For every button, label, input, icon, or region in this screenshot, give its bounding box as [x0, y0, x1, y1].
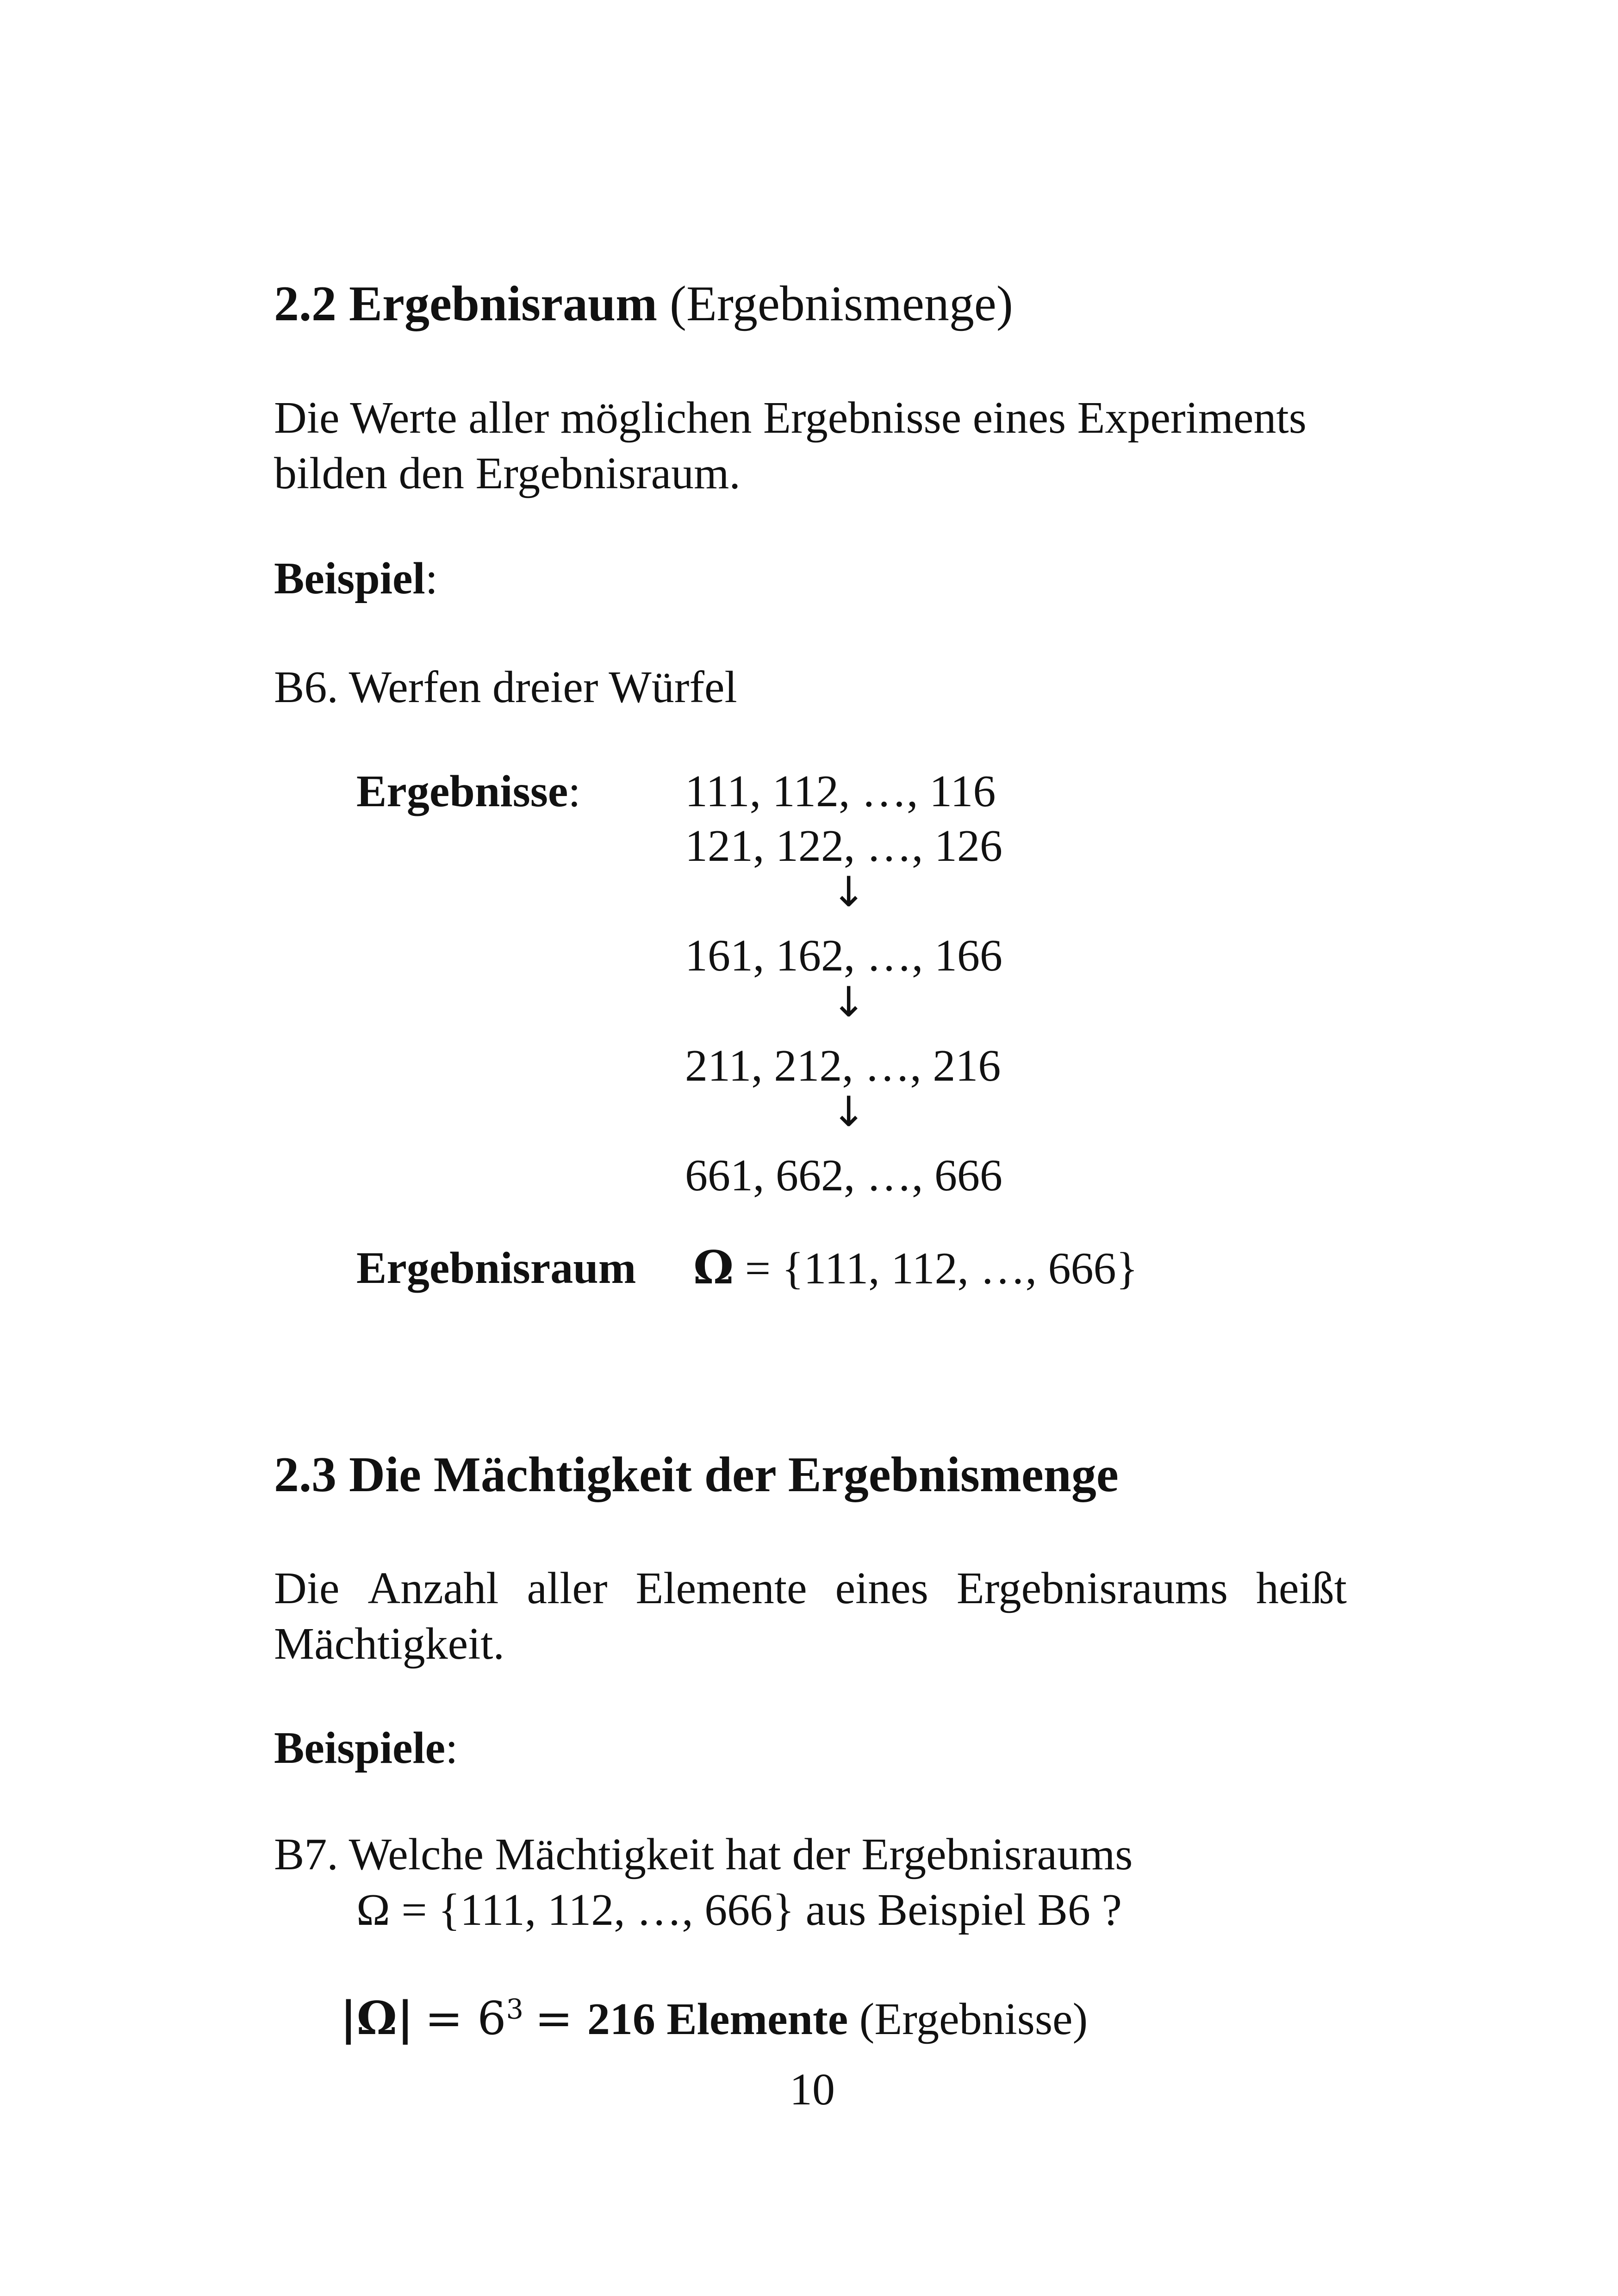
space-set: = {111, 112, …, 666}: [745, 1244, 1138, 1294]
section-2-2-heading: [274, 275, 1013, 333]
formula-exponent: 3: [506, 1993, 524, 2025]
formula-result: 216 Elemente: [587, 1994, 848, 2044]
b7-question-line1: B7. Welche Mächtigkeit hat der Ergebnisraums: [274, 1829, 1133, 1879]
word: heißt: [1256, 1563, 1347, 1613]
example-label-colon: :: [425, 554, 438, 604]
word: Anzahl: [367, 1563, 499, 1613]
formula-abs-omega: |Ω|: [340, 1992, 414, 2045]
section-2-3-paragraph-line1: [274, 1561, 1347, 1616]
word: aller: [527, 1563, 608, 1613]
space-label: Ergebnisraum: [356, 1243, 636, 1293]
results-row: 121, 122, …, 126: [685, 821, 1002, 871]
down-arrow-icon: ↓: [831, 1088, 866, 1136]
formula-eq2: =: [535, 1992, 587, 2045]
heading-subtitle: (Ergebnismenge): [670, 276, 1013, 331]
word: Ergebnisraums: [956, 1563, 1228, 1613]
down-arrow-icon: ↓: [831, 978, 866, 1027]
results-label: [356, 764, 581, 819]
heading-title: Ergebnisraum: [349, 276, 658, 331]
cardinality-formula: [340, 1991, 1088, 2047]
section-2-3-heading: 2.3 Die Mächtigkeit der Ergebnismenge: [274, 1447, 1119, 1502]
word: Elemente: [635, 1563, 807, 1613]
results-row: 161, 162, …, 166: [685, 931, 1002, 981]
space-definition: [693, 1240, 1138, 1296]
examples-label: [274, 1720, 458, 1776]
example-label: [274, 551, 438, 606]
results-label-text: Ergebnisse: [356, 766, 568, 816]
b6-title: B6. Werfen dreier Würfel: [274, 662, 737, 712]
word: eines: [835, 1563, 928, 1613]
examples-label-colon: :: [445, 1723, 458, 1773]
results-row: 661, 662, …, 666: [685, 1151, 1002, 1201]
section-2-2-paragraph-line1: Die Werte aller möglichen Ergebnisse eines Experiments: [274, 393, 1307, 443]
formula-eq: = 6: [425, 1992, 506, 2045]
examples-label-text: Beispiele: [274, 1723, 446, 1773]
down-arrow-icon: ↓: [831, 868, 866, 916]
page-number: 10: [790, 2065, 835, 2115]
omega-symbol: Ω: [693, 1241, 734, 1294]
word: Die: [274, 1563, 340, 1613]
b7-question-line2: Ω = {111, 112, …, 666} aus Beispiel B6 ?: [356, 1885, 1122, 1935]
results-label-colon: :: [568, 766, 581, 816]
results-row: 211, 212, …, 216: [685, 1041, 1001, 1091]
heading-number: 2.2: [274, 276, 336, 331]
section-2-2-paragraph-line2: bilden den Ergebnisraum.: [274, 448, 741, 498]
formula-note: (Ergebnisse): [859, 1994, 1088, 2044]
section-2-3-paragraph-line2: Mächtigkeit.: [274, 1619, 505, 1669]
example-label-text: Beispiel: [274, 554, 425, 604]
results-row: 111, 112, …, 116: [685, 766, 996, 816]
